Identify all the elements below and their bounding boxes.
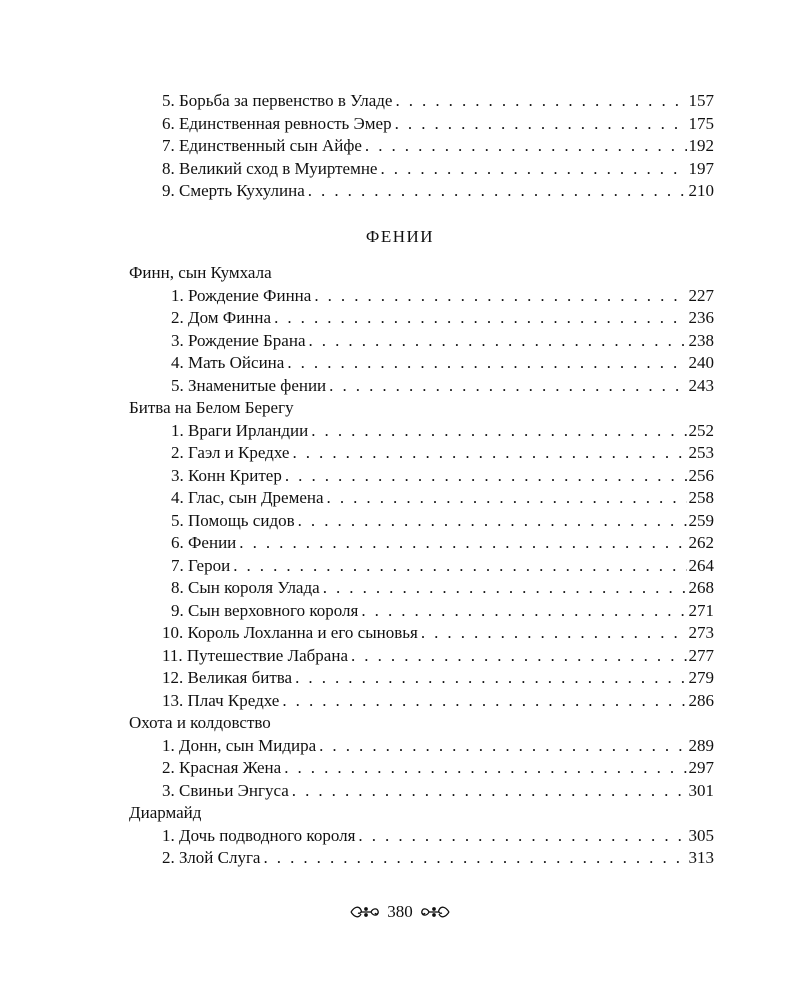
entry-number: 7.	[162, 136, 175, 155]
dot-leader	[329, 375, 686, 398]
dot-leader	[351, 645, 687, 668]
entry-number: 2.	[171, 443, 184, 462]
entry-number: 2.	[171, 308, 184, 327]
entry-page: 256	[688, 465, 714, 485]
entry-number: 4.	[171, 353, 184, 372]
entry-page: 279	[688, 668, 714, 687]
table-of-contents	[0, 90, 800, 870]
group-title[interactable]: Диармайд	[129, 803, 202, 822]
entry-number: 2.	[162, 758, 175, 777]
entry-title: Великая битва	[187, 668, 293, 687]
entry-number: 1.	[171, 420, 184, 440]
entry-title: Конн Критер	[188, 465, 282, 485]
toc-entry[interactable]	[0, 645, 800, 668]
entry-page: 192	[688, 136, 714, 155]
entry-page: 258	[688, 488, 714, 507]
dot-leader	[311, 420, 686, 443]
toc-entry[interactable]	[0, 420, 800, 443]
dot-leader	[292, 780, 687, 803]
toc-group	[0, 262, 800, 397]
entry-page: 297	[688, 758, 714, 777]
dot-leader	[285, 465, 687, 488]
dot-leader	[282, 690, 686, 713]
entry-number: 3.	[171, 465, 184, 485]
entry-title: Рождение Брана	[188, 330, 306, 350]
toc-entry[interactable]	[0, 442, 800, 465]
entry-number: 2.	[162, 848, 175, 867]
entry-number: 1.	[162, 735, 175, 755]
entry-number: 3.	[162, 780, 175, 800]
dot-leader	[287, 352, 686, 375]
dot-leader	[298, 510, 687, 533]
entry-title: Свиньи Энгуса	[179, 780, 289, 800]
toc-entry[interactable]	[0, 285, 800, 308]
entry-number: 3.	[171, 330, 184, 350]
fleuron-icon	[349, 903, 381, 921]
entry-title: Герои	[188, 555, 231, 575]
entry-title: Фении	[188, 533, 237, 552]
toc-entry[interactable]	[0, 667, 800, 690]
entry-number: 1.	[162, 825, 175, 845]
entry-title: Донн, сын Мидира	[179, 735, 317, 755]
entry-page: 227	[688, 285, 714, 305]
toc-entry[interactable]	[0, 180, 800, 203]
toc-entry[interactable]	[0, 757, 800, 780]
entry-page: 253	[688, 443, 714, 462]
dot-leader	[323, 577, 687, 600]
entry-number: 11.	[162, 645, 183, 665]
dot-leader	[365, 135, 687, 158]
dot-leader	[319, 735, 686, 758]
entry-title: Красная Жена	[179, 758, 282, 777]
dot-leader	[395, 113, 687, 136]
toc-part1-list	[0, 90, 800, 203]
entry-page: 259	[688, 510, 714, 530]
entry-number: 5.	[171, 510, 184, 530]
toc-entry[interactable]	[0, 330, 800, 353]
entry-number: 8.	[171, 578, 184, 597]
entry-title: Мать Ойсина	[188, 353, 285, 372]
entry-title: Злой Слуга	[179, 848, 261, 867]
entry-page: 268	[688, 578, 714, 597]
toc-entry[interactable]	[0, 600, 800, 623]
entry-page: 305	[688, 825, 714, 845]
dot-leader	[314, 285, 686, 308]
toc-group	[0, 397, 800, 712]
entry-page: 236	[688, 308, 714, 327]
toc-entry[interactable]	[0, 113, 800, 136]
dot-leader	[274, 307, 686, 330]
dot-leader	[421, 622, 687, 645]
entry-number: 4.	[171, 488, 184, 507]
toc-entry[interactable]	[0, 622, 800, 645]
entry-page: 286	[688, 690, 714, 710]
entry-number: 6.	[171, 533, 184, 552]
dot-leader	[284, 757, 686, 780]
dot-leader	[295, 667, 686, 690]
entry-title: Враги Ирландии	[188, 420, 309, 440]
entry-number: 5.	[162, 91, 175, 110]
dot-leader	[361, 600, 686, 623]
entry-title: Смерть Кухулина	[179, 181, 305, 200]
group-title[interactable]: Битва на Белом Берегу	[129, 398, 294, 417]
entry-number: 8.	[162, 158, 175, 178]
entry-page: 264	[688, 555, 714, 575]
entry-page: 252	[688, 420, 714, 440]
entry-title: Помощь сидов	[188, 510, 295, 530]
entry-page: 273	[688, 623, 714, 642]
entry-number: 1.	[171, 285, 184, 305]
dot-leader	[292, 442, 686, 465]
entry-title: Борьба за первенство в Уладе	[179, 91, 393, 110]
toc-entry[interactable]	[0, 780, 800, 803]
entry-page: 271	[688, 600, 714, 620]
entry-page: 301	[688, 780, 714, 800]
toc-entry[interactable]	[0, 735, 800, 758]
dot-leader	[239, 532, 686, 555]
toc-entry[interactable]	[0, 510, 800, 533]
toc-entry[interactable]	[0, 555, 800, 578]
toc-entry[interactable]	[0, 577, 800, 600]
toc-entry[interactable]	[0, 847, 800, 870]
dot-leader	[327, 487, 687, 510]
dot-leader	[358, 825, 686, 848]
entry-number: 5.	[171, 375, 184, 395]
toc-entry[interactable]	[0, 307, 800, 330]
dot-leader	[380, 158, 686, 181]
entry-number: 12.	[162, 668, 184, 687]
entry-page: 197	[688, 158, 714, 178]
toc-group	[0, 712, 800, 802]
toc-entry[interactable]	[0, 690, 800, 713]
entry-title: Сын короля Улада	[188, 578, 320, 597]
toc-entry[interactable]	[0, 90, 800, 113]
entry-title: Дочь подводного короля	[179, 825, 356, 845]
page-number: 380	[387, 902, 413, 921]
entry-title: Король Лохланна и его сыновья	[187, 623, 418, 642]
entry-page: 238	[688, 330, 714, 350]
entry-page: 277	[688, 645, 714, 665]
entry-number: 6.	[162, 113, 175, 133]
entry-title: Рождение Финна	[188, 285, 312, 305]
toc-entry[interactable]	[0, 375, 800, 398]
toc-entry[interactable]	[0, 352, 800, 375]
fleuron-icon	[419, 903, 451, 921]
entry-title: Великий сход в Муиртемне	[179, 158, 378, 178]
entry-page: 210	[688, 181, 714, 200]
toc-entry[interactable]	[0, 487, 800, 510]
toc-group	[0, 802, 800, 870]
toc-entry[interactable]	[0, 532, 800, 555]
entry-page: 262	[688, 533, 714, 552]
section-heading: ФЕНИИ	[365, 226, 435, 246]
entry-page: 289	[688, 735, 714, 755]
entry-title: Сын верховного короля	[188, 600, 359, 620]
entry-number: 13.	[162, 690, 184, 710]
entry-number: 10.	[162, 623, 184, 642]
dot-leader	[233, 555, 686, 578]
entry-page: 175	[688, 113, 714, 133]
entry-page: 243	[688, 375, 714, 395]
entry-title: Единственная ревность Эмер	[179, 113, 392, 133]
dot-leader	[395, 90, 686, 113]
entry-page: 240	[688, 353, 714, 372]
group-title[interactable]: Охота и колдовство	[129, 713, 271, 732]
entry-number: 9.	[162, 181, 175, 200]
toc-entry[interactable]	[0, 158, 800, 181]
entry-title: Единственный сын Айфе	[179, 136, 362, 155]
dot-leader	[309, 330, 687, 353]
toc-entry[interactable]	[0, 135, 800, 158]
entry-title: Дом Финна	[188, 308, 272, 327]
entry-title: Путешествие Лабрана	[186, 645, 348, 665]
entry-number: 9.	[171, 600, 184, 620]
entry-title: Гаэл и Кредхе	[188, 443, 290, 462]
entry-title: Глас, сын Дремена	[188, 488, 324, 507]
entry-page: 313	[688, 848, 714, 867]
entry-title: Плач Кредхе	[187, 690, 280, 710]
entry-number: 7.	[171, 555, 184, 575]
toc-entry[interactable]	[0, 825, 800, 848]
entry-title: Знаменитые фении	[188, 375, 327, 395]
page-footer	[0, 898, 800, 926]
dot-leader	[308, 180, 687, 203]
entry-page: 157	[688, 91, 714, 110]
group-title[interactable]: Финн, сын Кумхала	[129, 263, 272, 282]
dot-leader	[263, 847, 686, 870]
toc-entry[interactable]	[0, 465, 800, 488]
